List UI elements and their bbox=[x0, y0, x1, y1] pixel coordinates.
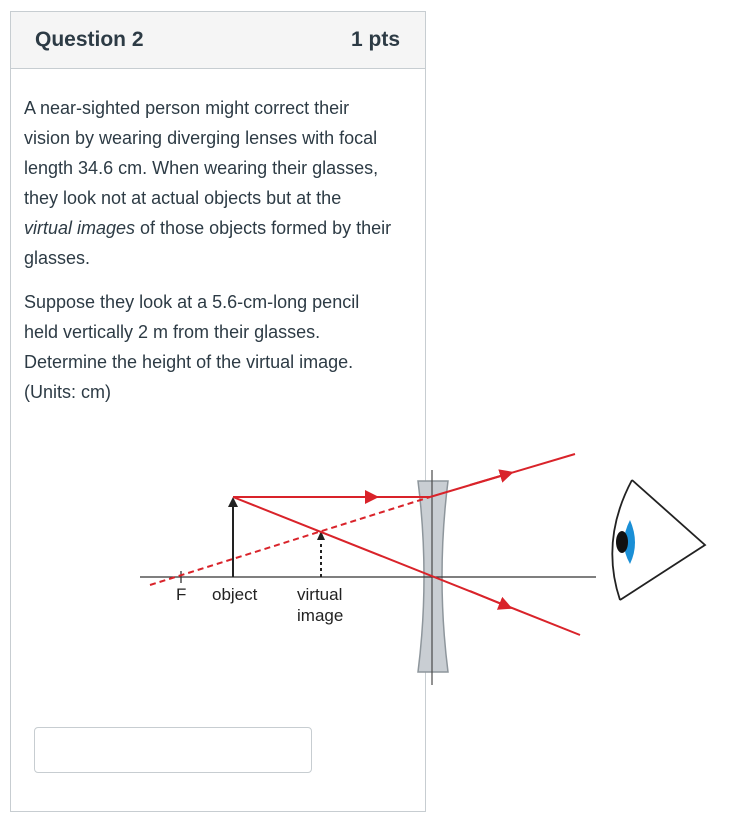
paragraph-1-text-a: A near-sighted person might correct their vision by wearing diverging lenses with focal length 34.6 cm. When wearing their glasses, they look not at actual objects but at the bbox=[24, 98, 379, 208]
diverging-lens-diagram bbox=[0, 420, 755, 710]
dashed-ray-extension bbox=[150, 497, 430, 585]
paragraph-1-emphasis: virtual images bbox=[24, 218, 136, 238]
refracted-ray-arrow bbox=[470, 474, 507, 485]
question-title: Question 2 bbox=[35, 28, 144, 51]
label-virtual: virtual bbox=[297, 585, 343, 604]
answer-input[interactable] bbox=[34, 727, 312, 773]
label-object: object bbox=[212, 585, 258, 604]
central-ray-arrow bbox=[470, 591, 506, 606]
eye-pupil bbox=[616, 531, 628, 553]
central-ray bbox=[233, 497, 580, 635]
question-paragraph-1 bbox=[24, 93, 394, 273]
question-points: 1 pts bbox=[350, 28, 400, 51]
question-header bbox=[11, 12, 425, 69]
label-f: F bbox=[176, 585, 187, 604]
question-paragraph-2: Suppose they look at a 5.6-cm-long pencil held vertically 2 m from their glasses. Determine the height of the virtual image. (Units: cm) bbox=[24, 292, 360, 402]
paragraph-1-text-b: of those objects formed by their glasses. bbox=[24, 218, 392, 268]
label-image: image bbox=[297, 606, 344, 625]
question-text bbox=[24, 93, 394, 421]
